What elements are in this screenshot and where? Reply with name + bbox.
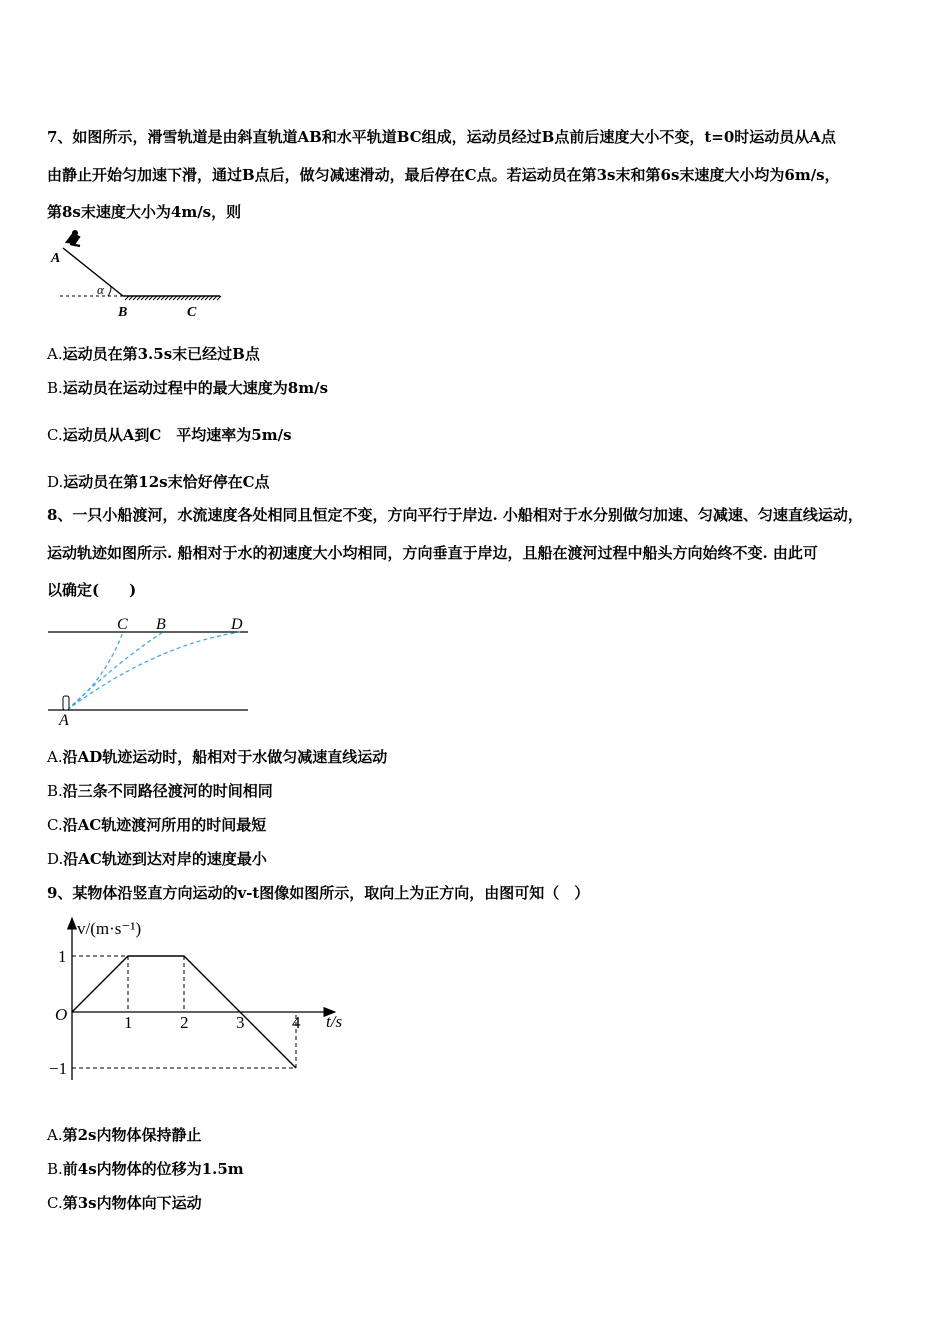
- x-tick-label: 3: [236, 1013, 245, 1032]
- q8-option-b[interactable]: [47, 781, 273, 801]
- angle-arc: [108, 287, 111, 296]
- option-text: 第3s内物体向下运动: [62, 1194, 202, 1212]
- q9-option-c[interactable]: [47, 1193, 202, 1213]
- path-ab: [67, 632, 163, 710]
- boat-icon: [63, 696, 69, 710]
- x-tick-label: 2: [180, 1013, 189, 1032]
- q7-option-c[interactable]: [47, 425, 292, 445]
- option-letter: C.: [47, 816, 63, 834]
- q8-option-d[interactable]: [47, 849, 267, 869]
- q9-stem-line-1: 9、某物体沿竖直方向运动的v-t图像如图所示，取向上为正方向，由图可知（ ）: [47, 884, 590, 902]
- q9-option-a[interactable]: [47, 1125, 202, 1145]
- q7-stem-line-1: 7、如图所示，滑雪轨道是由斜直轨道AB和水平轨道BC组成，运动员经过B点前后速度大小不变，t=0时运动员从A点: [47, 128, 836, 146]
- q7-stem-line-3: 第8s末速度大小为4m/s，则: [47, 203, 242, 221]
- option-text: 前4s内物体的位移为1.5m: [62, 1160, 244, 1178]
- option-letter: A.: [47, 1126, 63, 1144]
- label-b: B: [118, 305, 128, 320]
- option-letter: D.: [47, 850, 64, 868]
- incline-ab: [63, 248, 123, 296]
- label-a: A: [51, 251, 61, 266]
- option-letter: C.: [47, 1194, 63, 1212]
- q7-option-b[interactable]: [47, 378, 328, 398]
- q8-stem-line-1: 8、一只小船渡河，水流速度各处相同且恒定不变，方向平行于岸边. 小船相对于水分别做匀加速、匀减速、匀速直线运动，: [47, 506, 863, 524]
- option-text: 沿三条不同路径渡河的时间相同: [62, 782, 273, 800]
- option-text: 沿AD轨迹运动时，船相对于水做匀减速直线运动: [62, 748, 388, 766]
- option-letter: D.: [47, 473, 64, 491]
- label-b: B: [156, 616, 166, 633]
- option-text: 运动员在第12s末恰好停在C点: [63, 473, 270, 491]
- x-axis-label: t/s: [326, 1012, 343, 1031]
- option-text: 沿AC轨迹到达对岸的速度最小: [63, 850, 267, 868]
- label-d: D: [231, 616, 243, 633]
- label-c: C: [117, 616, 128, 633]
- label-alpha: α: [97, 282, 104, 297]
- skier-icon: [67, 230, 80, 246]
- option-text: 沿AC轨迹渡河所用的时间最短: [62, 816, 267, 834]
- path-ac: [67, 632, 123, 710]
- label-c: C: [187, 305, 197, 320]
- path-ad: [67, 632, 240, 710]
- label-a: A: [59, 712, 69, 729]
- q7-option-a[interactable]: [47, 344, 260, 364]
- q7-stem-line-2: 由静止开始匀加速下滑，通过B点后，做匀减速滑动，最后停在C点。若运动员在第3s末和第6s末速度大小均为6m/s，: [47, 166, 840, 184]
- option-text: 运动员在运动过程中的最大速度为8m/s: [62, 379, 329, 397]
- x-tick-label: 1: [124, 1013, 133, 1032]
- q8-option-a[interactable]: [47, 747, 387, 767]
- q9-option-b[interactable]: [47, 1159, 244, 1179]
- q7-ski-track-figure: [45, 228, 230, 323]
- q7-option-d[interactable]: [47, 472, 270, 492]
- option-letter: B.: [47, 782, 63, 800]
- option-text: 运动员在第3.5s末已经过B点: [62, 345, 260, 363]
- option-letter: A.: [47, 748, 63, 766]
- y-axis-label: v/(m·s⁻¹): [77, 919, 142, 938]
- option-letter: B.: [47, 379, 63, 397]
- option-text: 运动员从A到C 平均速率为5m/s: [62, 426, 292, 444]
- y-tick-label: −1: [49, 1059, 68, 1078]
- option-letter: B.: [47, 1160, 63, 1178]
- option-letter: A.: [47, 345, 63, 363]
- y-tick-label: 1: [58, 947, 67, 966]
- q8-option-c[interactable]: [47, 815, 266, 835]
- q9-vt-chart: [45, 910, 355, 1090]
- q8-river-figure: [45, 610, 255, 730]
- option-letter: C.: [47, 426, 63, 444]
- x-tick-label: 4: [292, 1013, 301, 1032]
- q8-stem-line-3: 以确定( ): [47, 581, 137, 599]
- option-text: 第2s内物体保持静止: [62, 1126, 202, 1144]
- q8-stem-line-2: 运动轨迹如图所示. 船相对于水的初速度大小均相同，方向垂直于岸边，且船在渡河过程中船头方向始终不变. 由此可: [47, 544, 818, 562]
- origin-label: O: [55, 1005, 68, 1024]
